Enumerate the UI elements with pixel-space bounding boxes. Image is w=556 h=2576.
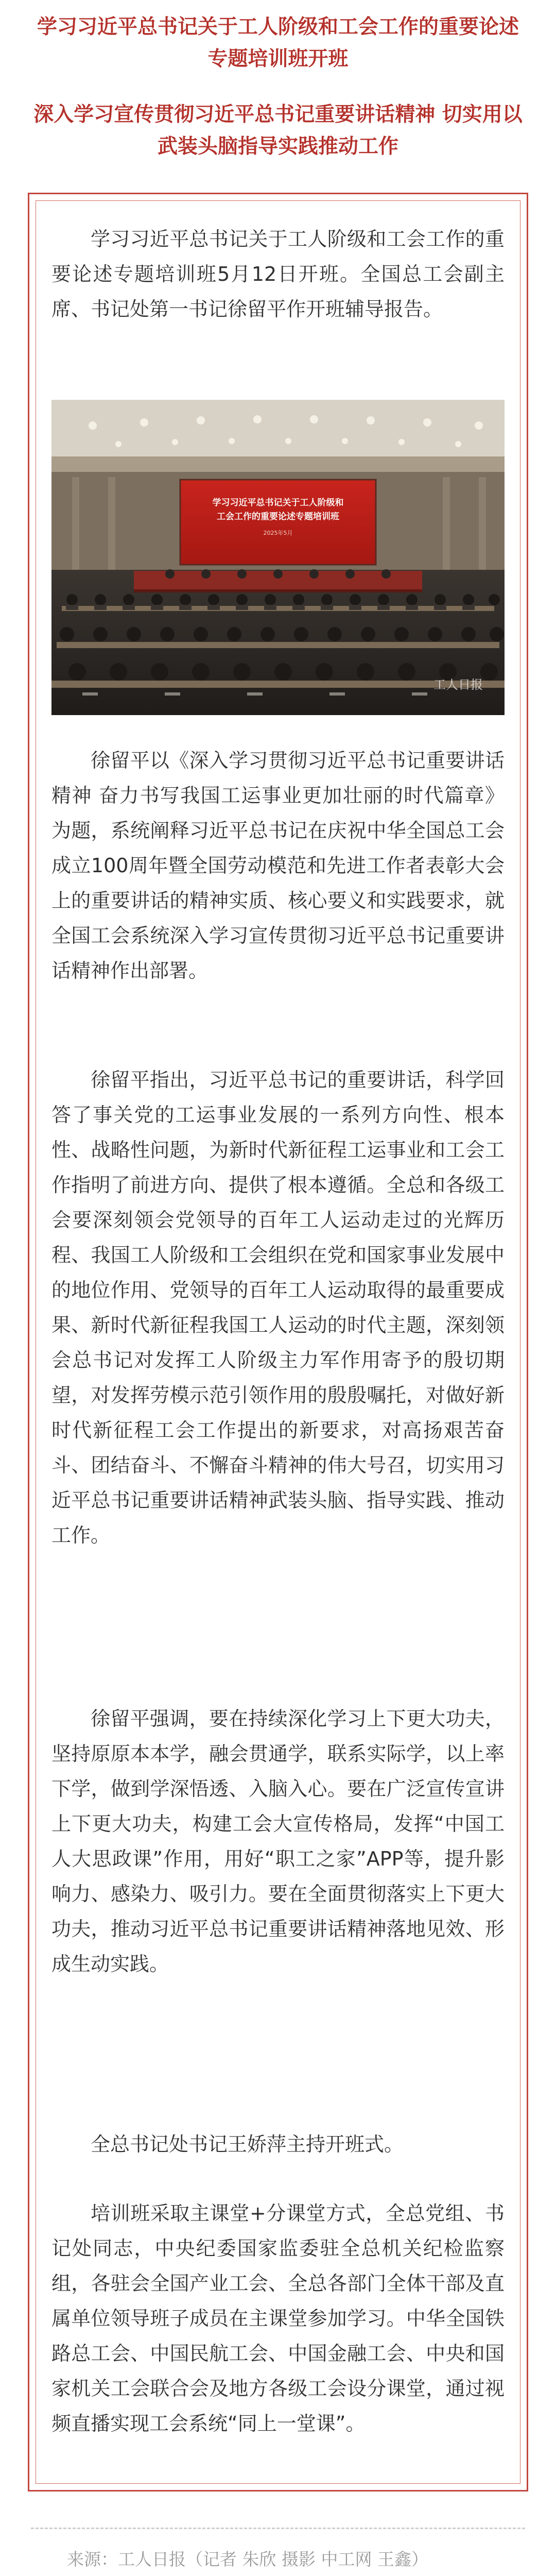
paragraph-requirements: 徐留平强调，要在持续深化学习上下更大功夫，坚持原原本本学，融会贯通学，联系实际学，以上率下学，做到学深悟透、入脑入心。要在广泛宣传宣讲上下更大功夫，构建工会大宣传格局，发挥“中国工人大思政课”作用，用好“职工之家”APP等，提升影响力、感染力、吸引力。要在全面贯彻落实上下更大功夫，推动习近平总书记重要讲话精神落地见效、形成生动实践。 [51,1707,505,1975]
source-credit: 来源：工人日报（记者 朱欣 摄影 中工网 王鑫） [67,2549,428,2569]
photo-watermark: 工人日报 [433,677,483,692]
meeting-hall-image [51,400,505,715]
banner-line-2: 工会工作的重要论述专题培训班 [217,512,339,522]
banner-date: 2025年5月 [263,530,293,536]
headline-training-opening: 学习习近平总书记关于工人阶级和工会工作的重要论述专题培训班开班 [37,15,519,71]
source-divider [31,2528,525,2529]
paragraph-report-topic: 徐留平以《深入学习贯彻习近平总书记重要讲话精神 奋力书写我国工运事业更加壮丽的时代篇章》为题，系统阐释习近平总书记在庆祝中华全国总工会成立100周年暨全国劳动模范和先进工作者表彰大会上的重要讲话的精神实质、核心要义和实践要求，就全国工会系统深入学习宣传贯彻习近平总书记重要讲话精神作出部署。 [51,749,505,982]
paragraph-format: 培训班采取主课堂+分课堂方式，全总党组、书记处同志，中央纪委国家监委驻全总机关纪检监察组，各驻会全国产业工会、全总各部门全体干部及直属单位领导班子成员在主课堂参加学习。中华全国铁路总工会、中国民航工会、中国金融工会、中央和国家机关工会联合会及地方各级工会设分课堂，通过视频直播实现工会系统“同上一堂课”。 [51,2202,505,2435]
meeting-photo [51,400,505,715]
paragraph-intro: 学习习近平总书记关于工人阶级和工会工作的重要论述专题培训班5月12日开班。全国总工会副主席、书记处第一书记徐留平作开班辅导报告。 [51,228,505,320]
banner-line-1: 学习习近平总书记关于工人阶级和 [212,498,344,508]
headline-study-spirit: 深入学习宣传贯彻习近平总书记重要讲话精神 切实用以武装头脑指导实践推动工作 [33,103,523,158]
paragraph-significance: 徐留平指出，习近平总书记的重要讲话，科学回答了事关党的工运事业发展的一系列方向性、根本性、战略性问题，为新时代新征程工运事业和工会工作指明了前进方向、提供了根本遵循。全总和各级工会要深刻领会党领导的百年工人运动走过的光辉历程、我国工人阶级和工会组织在党和国家事业发展中的地位作用、党领导的百年工人运动取得的最重要成果、新时代新征程我国工人运动的时代主题，深刻领会总书记对发挥工人阶级主力军作用寄予的殷切期望，对发挥劳模示范引领作用的殷殷嘱托，对做好新时代新征程工会工作提出的新要求，对高扬艰苦奋斗、团结奋斗、不懈奋斗精神的伟大号召，切实用习近平总书记重要讲话精神武装头脑、指导实践、推动工作。 [51,1069,505,1547]
paragraph-host: 全总书记处书记王娇萍主持开班式。 [91,2133,404,2156]
